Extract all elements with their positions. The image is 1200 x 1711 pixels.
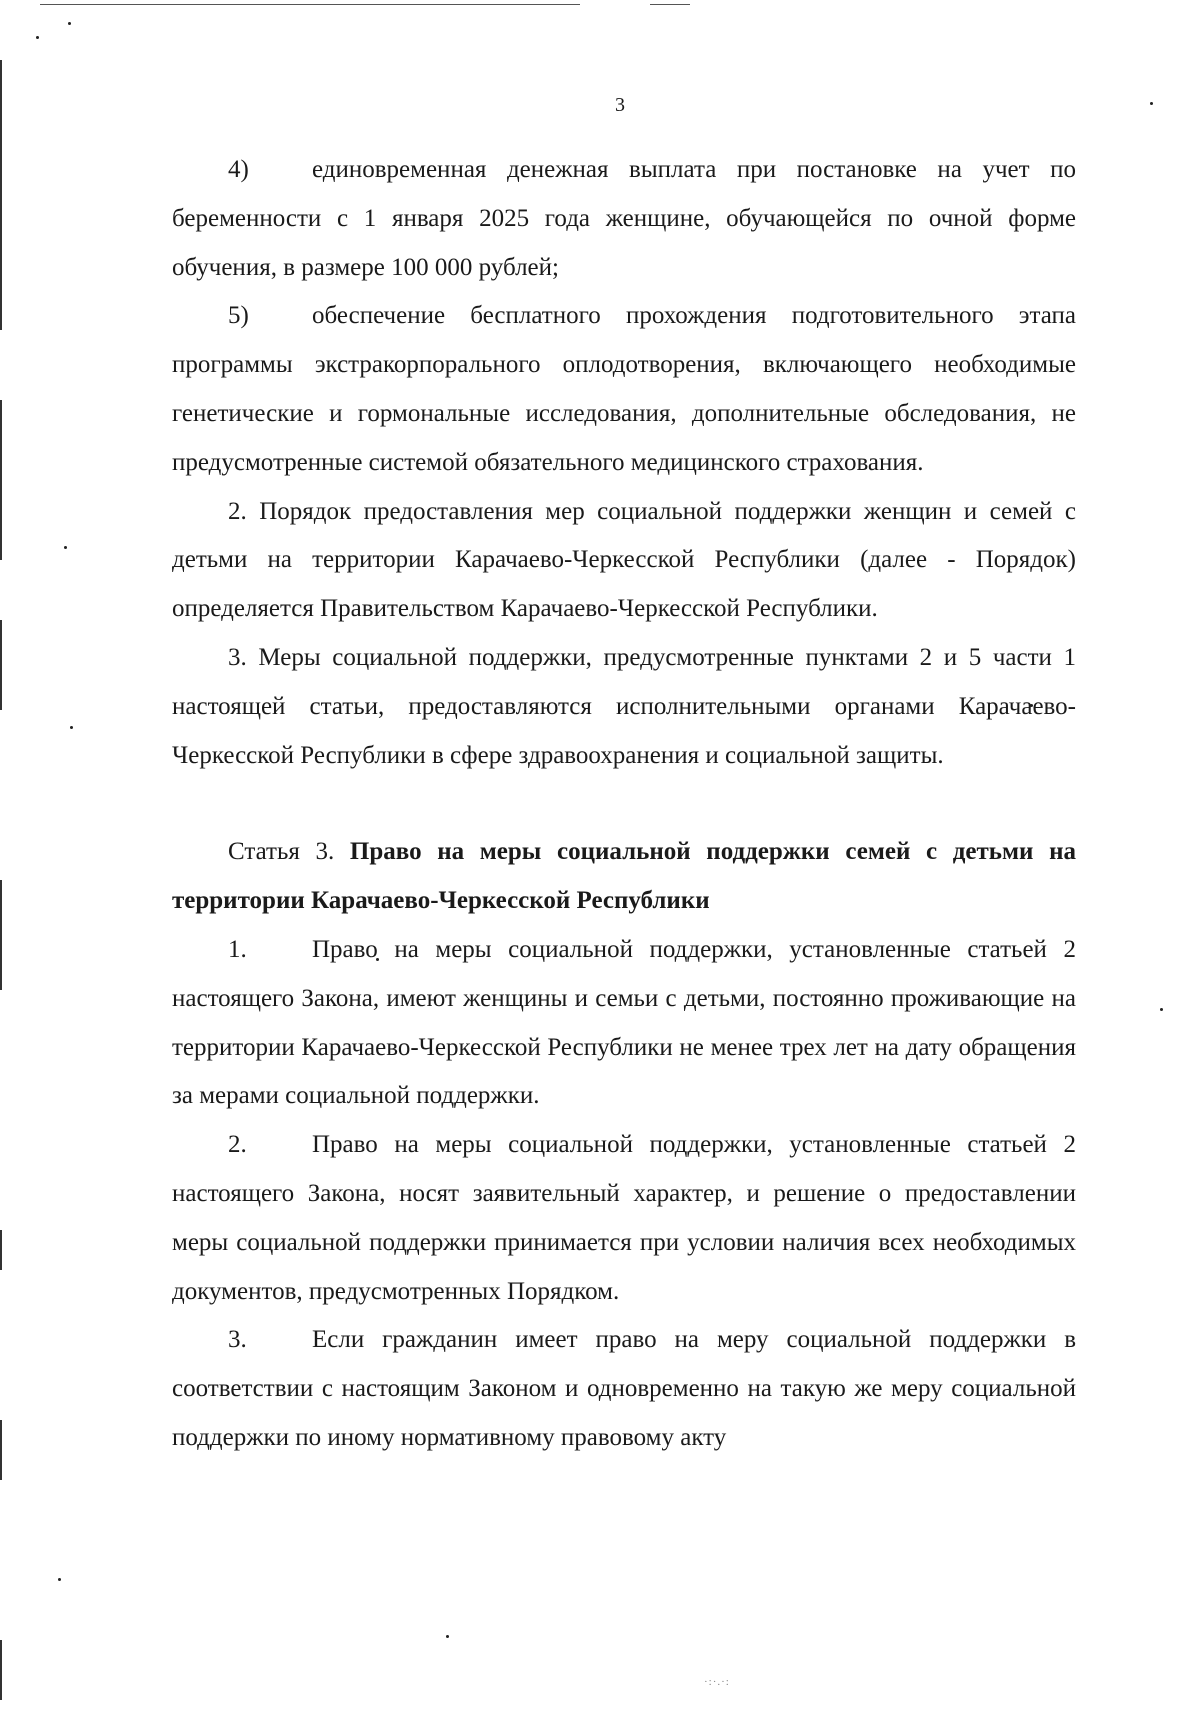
- scan-artifact-edge: [0, 400, 2, 560]
- list-item-text: Право на меры социальной поддержки, установленные статьей 2 настоящего Закона, имеют женщины и семьи с детьми, постоянно проживающие на территории Карачаево-Черкесской Республики не менее трех лет на дату обращения за мерами социальной поддержки.: [172, 935, 1076, 1110]
- scan-speck: [1160, 1008, 1163, 1011]
- scan-speck: [446, 1635, 449, 1638]
- article-heading: [172, 828, 1076, 926]
- paragraph: 3. Меры социальной поддержки, предусмотренные пунктами 2 и 5 части 1 настоящей статьи, предоставляются исполнительными органами Карачаево-Черкесской Республики в сфере здравоохранения и социальной защиты.: [172, 643, 1076, 769]
- scan-stamp-mark: ·:·.·:: [704, 1676, 730, 1688]
- page-number: 3: [615, 94, 625, 116]
- scan-artifact-edge: [0, 1640, 2, 1700]
- list-item: [172, 146, 1076, 292]
- list-item-number: 3.: [228, 1326, 247, 1354]
- list-item: [172, 292, 1076, 487]
- list-item-text: единовременная денежная выплата при постановке на учет по беременности с 1 января 2025 года женщине, обучающейся по очной форме обучения, в размере 100 000 рублей;: [172, 156, 1076, 281]
- list-item-text: Если гражданин имеет право на меру социальной поддержки в соответствии с настоящим Законом и одновременно на такую же меру социальной поддержки по иному нормативному правовому акту: [172, 1326, 1076, 1451]
- document-body: [172, 146, 1076, 1463]
- list-item-number: 2.: [228, 1131, 247, 1159]
- list-item: [172, 1316, 1076, 1462]
- scan-artifact-edge: [0, 1230, 2, 1270]
- list-item-number: 1.: [228, 935, 247, 963]
- list-item: [172, 1121, 1076, 1316]
- scan-speck: [68, 22, 71, 25]
- list-item-number: 5): [228, 302, 249, 330]
- list-item-number: 4): [228, 156, 249, 183]
- list-item-text: Право на меры социальной поддержки, установленные статьей 2 настоящего Закона, носят заявительный характер, и решение о предоставлении меры социальной поддержки принимается при условии наличия всех необходимых документов, предусмотренных Порядком.: [172, 1131, 1076, 1305]
- scan-artifact-line: [40, 4, 580, 5]
- article-title: Право на меры социальной поддержки семей с детьми на территории Карачаево-Черкесской Республики: [172, 838, 1076, 915]
- list-item-text: обеспечение бесплатного прохождения подготовительного этапа программы экстракорпорального оплодотворения, включающего необходимые генетические и гормональные исследования, дополнительные обследования, не предусмотренные системой обязательного медицинского страхования.: [172, 302, 1076, 476]
- scan-speck: [58, 1578, 61, 1581]
- scan-artifact-edge: [0, 1420, 2, 1480]
- scan-speck: [64, 546, 67, 549]
- scan-speck: [36, 36, 39, 39]
- scan-artifact-edge: [0, 880, 2, 990]
- article-label: Статья 3.: [228, 838, 335, 866]
- paragraph: 2. Порядок предоставления мер социальной поддержки женщин и семей с детьми на территории Карачаево-Черкесской Республики (далее - Порядок) определяется Правительством Карачаево-Черкесской Республики.: [172, 497, 1076, 623]
- list-item: [172, 926, 1076, 1121]
- scan-speck: [70, 726, 73, 729]
- scan-artifact-edge: [0, 620, 2, 710]
- scan-artifact-line: [650, 4, 690, 5]
